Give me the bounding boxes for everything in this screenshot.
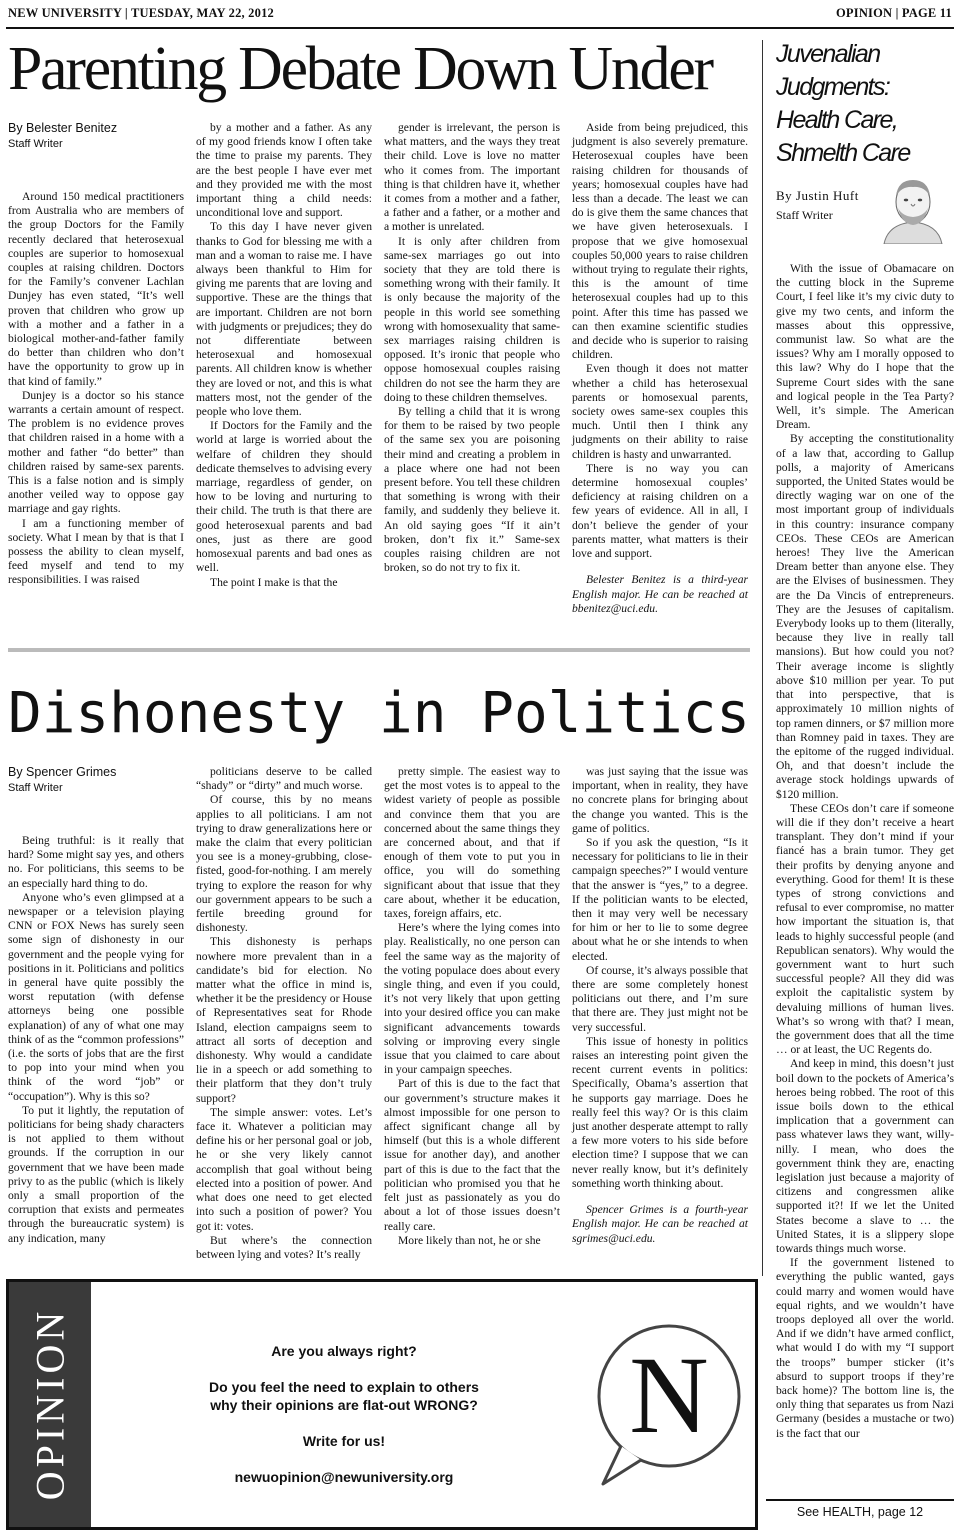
paragraph: The point I make is that the bbox=[210, 575, 338, 589]
paragraph: With the issue of Obamacare on the cutting block in the Supreme Court, I feel like it’s my civic duty to give my two cents, and inform the masses about this oppressive, communist law. So what are the issues? Why am I morally opposed to this law? Why do I hope that the Supreme Court sides with the sane and logical people in the Tea Party? Well, it’s simple. The American Dream. bbox=[776, 262, 954, 432]
paragraph: Of course, it’s always possible that there are some completely honest politicians out there, and I’m sure that there are. They just might not be very successful. bbox=[572, 963, 748, 1034]
article2-column-3 bbox=[384, 765, 560, 1248]
article2-author: By Spencer Grimes bbox=[8, 765, 117, 779]
ad-side-panel bbox=[9, 1282, 91, 1527]
sidebar-column bbox=[776, 262, 954, 1441]
article1-column-2 bbox=[196, 121, 372, 590]
paragraph: It is only after children from same-sex marriages go out into society that they are told there is something wrong with their family. It is only because the majority of the people in this world see something wrong with homosexuality that same-sex marriages raising children is opposed. It’s ironic that people who oppose homosexual couples raising children do not see the harm they are doing to these children themselves. bbox=[384, 234, 560, 404]
section-divider bbox=[8, 648, 750, 652]
article2-column-2 bbox=[196, 765, 372, 1262]
paragraph: gender is irrelevant, the person is what matters, and the ways they treat their child. Love is love no matter who it comes from. The important thing is that children have it, whether it comes from a mother and a father, a father and a father, or a mother and a mother is unrelated. bbox=[384, 121, 560, 234]
paragraph: There is no way you can determine homosexual couples’ deficiency at raising children on a few years of evidence. All in all, I don’t believe the gender of your parents matter, what matters is their love and support. bbox=[572, 461, 748, 561]
ad-line-3: Write for us! bbox=[302, 1433, 386, 1449]
article1-author: By Belester Benitez bbox=[8, 121, 118, 135]
write-for-us-ad bbox=[6, 1279, 758, 1530]
article1-signoff: Belester Benitez is a third-year English major. He can be reached at bbenitez@uci.edu. bbox=[572, 573, 748, 615]
paragraph: This issue of honesty in politics raises an interesting point given the recent current events in politics: Specifically, Obama’s assertion that he supports gay marriage. Does he really feel this way? Or is this claim just another desperate attempt to rally a few more voters to his side before election time? I suppose that we can never really know, but it’s definitely something worth thinking about. bbox=[572, 1034, 748, 1190]
paragraph: Part of this is due to the fact that our government’s structure makes it almost impossible for one person to affect significant change all by himself (but this is a whole different issue for another day), and another part of this is due to the fact that the politician who promised you that he felt just as passionately as you do about a lot of those issues doesn’t really care. bbox=[384, 1077, 560, 1233]
paragraph: pretty simple. The easiest way to get the most votes is to appeal to the widest variety of people as possible and convince them that you are concerned about the same things they are concerned about, and that if enough of them vote to put you in office, you will do something significant about that issue that they care about, whether it be education, taxes, foreign affairs, etc. bbox=[384, 765, 560, 921]
paragraph: To this day I have never given thanks to God for blessing me with a man and a woman to raise me. I have always been thankful to Him for giving me parents that are loving and supportive. These are the things that are important. Children are not born with judgments or prejudices; they do not differentiate between heterosexual and homosexual parents. All children know is whether they are loved or not, and this is what matters most, not the gender of the people who love them. bbox=[196, 220, 372, 419]
paragraph: Aside from being prejudiced, this judgment is also severely premature. Heterosexual couples have been raising children for thousands of years; homosexual couples have had less than a decade. The least we can do is give them the same chances that we have given heterosexuals. I propose that we give homosexual couples 50,000 years to raise children without trying to regulate their rights, this is the amount of time heterosexual couples had up to this point. After this time has passed we can then examine scientific studies and decide who is superior to raising children. bbox=[572, 121, 748, 362]
paragraph: Around 150 medical practitioners from Australia who are members of the group Doctors for the Family recently declared that heterosexual couples are superior to homosexual couples at raising children. Doctors for the Family’s convener Lachlan Dunjey has even stated, “It’s well proven that children who grow up with a mother and a father in a biological mother-and-father family do better than children who don’t have the opportunity to grow up in that kind of family.” bbox=[8, 190, 184, 388]
article1-author-role: Staff Writer bbox=[8, 138, 63, 150]
article2-signoff: Spencer Grimes is a fourth-year English major. He can be reached at sgrimes@uci.edu. bbox=[572, 1203, 748, 1245]
ad-message bbox=[199, 1342, 489, 1504]
ad-side-label: OPINION bbox=[27, 1307, 73, 1501]
sidebar-author: By Justin Huft bbox=[776, 188, 859, 203]
masthead-rule bbox=[6, 27, 954, 29]
article1-column-4 bbox=[572, 121, 748, 616]
ad-line-1: Are you always right? bbox=[271, 1343, 417, 1359]
paragraph: Of course, this by no means applies to all politicians. I am not trying to draw generalizations here or make the claim that every politician you see is a money-grubbing, close-fisted, good-for-nothing. I am merely trying to explore the reason for why our government appears to be such a fertile breeding ground for dishonesty. bbox=[196, 793, 372, 935]
article1-column-1 bbox=[8, 190, 184, 588]
article2-byline bbox=[8, 765, 188, 794]
paragraph: was just saying that the issue was important, when in reality, they have no concrete plans for bringing about the change you wanted. This is the game of politics. bbox=[572, 765, 748, 835]
paragraph: I am a functioning member of society. What I mean by that is that I possess the ability to clean myself, feed myself and tend to my responsibilities. I was raised bbox=[8, 516, 184, 587]
paragraph: So if you ask the question, “Is it necessary for politicians to lie in their campaign speeches?” I would venture that the answer is “yes,” to a degree. If the politician wants to be elected, then it may very well be necessary for him or her to lie to some degree about what he or she intends to when elected. bbox=[572, 836, 748, 963]
ad-line-2: Do you feel the need to explain to others why their opinions are flat-out WRONG? bbox=[209, 1379, 479, 1413]
paragraph: Being truthful: is it really that hard? Some might say yes, and others no. For politicians, this seems to be an especially hard thing to do. bbox=[8, 834, 184, 890]
article2-column-1 bbox=[8, 834, 184, 1246]
article2-headline-word-3: Politics bbox=[480, 681, 750, 746]
paragraph: The simple answer: votes. Let’s face it. Whatever a politician may define his or her personal goal or job, he or she very likely cannot accomplish that goal without being elected into a position of power. And what does one need to get elected into such a position of power? You got it: votes. bbox=[196, 1105, 372, 1233]
article2-author-role: Staff Writer bbox=[8, 782, 63, 794]
paragraph: politicians deserve to be called “shady” or “dirty” and much worse. bbox=[196, 765, 372, 793]
paragraph: Even though it does not matter whether a child has heterosexual parents or homosexual parents, society owes same-sex couples this much. Until then I think any judgments on their ability to raise children is hasty and unwarranted. bbox=[572, 362, 748, 461]
paragraph: If Doctors for the Family and the world at large is worried about the welfare of children they should dedicate themselves to advising every marriage, regardless of gender, on how to be loving and nurturing to their child. The truth is that there are good heterosexual parents and bad ones, just as there are good homosexual parents and bad ones as well. bbox=[196, 419, 372, 575]
logo-letter: N bbox=[629, 1334, 709, 1456]
article1-column-3 bbox=[384, 121, 560, 576]
paragraph: More likely than not, he or she bbox=[398, 1233, 541, 1247]
author-portrait bbox=[878, 170, 948, 244]
paragraph: And keep in mind, this doesn’t just boil down to the pockets of America’s heroes being robbed. The root of this issue boils down to the ethical implication that a government can pass whatever laws they want, willy-nilly. I mean, who does the government think they are, enacting legislation just because a majority of citizens and congressmen alike supported it?! If we let the United States become a slave to … the United States, it is a slippery slope towards things much worse. bbox=[776, 1057, 954, 1256]
paragraph: This dishonesty is perhaps nowhere more prevalent than in a candidate’s bid for election. No matter what the office in mind is, whether it be the presidency or House of Representatives seat for Rhode Island, election campaigns seem to attract all sorts of deception and dishonesty. Why would a candidate lie in a speech or add something to their platform that they don’t truly support? bbox=[196, 935, 372, 1105]
sidebar-author-role: Staff Writer bbox=[776, 208, 833, 222]
sidebar-divider bbox=[762, 40, 763, 1276]
ad-email[interactable]: newuopinion@newuniversity.org bbox=[234, 1469, 454, 1485]
sidebar-headline: Juvenalian Judgments: Health Care, Shmelth Care bbox=[776, 40, 910, 167]
paragraph: Anyone who’s even glimpsed at a newspaper or a television playing CNN or FOX News has surely seen some sign of dishonesty in our government and the people vying for positions in it. Politicians and politics in general have quite possibly the worst reputation (with defense attorneys being one possible explanation) of any of what one may think of as the “common professions” (i.e. the sorts of jobs that are the first to pop into your mind when you think of the word “job” or “occupation”). Why is this so? bbox=[8, 890, 184, 1103]
article1-byline bbox=[8, 121, 188, 150]
article2-headline bbox=[8, 682, 750, 746]
masthead bbox=[8, 6, 952, 24]
paragraph: by a mother and a father. As any of my good friends know I often take the time to praise my parents. They are the best people I have ever met and they provided me with the most important thing a child needs: unconditional love and support. bbox=[196, 121, 372, 220]
article2-column-4 bbox=[572, 765, 748, 1246]
paragraph: By accepting the constitutionality of a law that, according to Gallup polls, a majority of Americans supported, the United States would be directly waging war on one of the most important group of individuals in this country: insurance company CEOs. These CEOs are American heroes! They live the American Dream better than anyone else. They are the Elvises of businessmen. They are the Da Vincis of entrepreneurs. They are the Jesuses of capitalism. Everybody looks up to them (literally, because they live in really tall mansions). But how could you not? Their average income is slightly above $10 million per year. To put that into perspective, that is approximately 10 million nights of top ramen dinners, or $7 million more than Romney paid in taxes. They are the epitome of the rugged individual. Oh, and that doesn’t include the average stock holdings upwards of $120 million. bbox=[776, 432, 954, 801]
paragraph: By telling a child that it is wrong for them to be raised by two people of the same sex you are poisoning their mind and creating a problem in a place where one had not been present before. You tell these children that something is wrong with their family, and suddenly they believe it. An old saying goes “If it ain’t broken, don’t fix it.” Same-sex couples raising children are not broken, so do not try to fix it. bbox=[384, 405, 560, 575]
article1-headline: Parenting Debate Down Under bbox=[8, 35, 712, 103]
paragraph: Dunjey is a doctor so his stance warrants a certain amount of respect. The problem is no evidence proves that children raised in a home with a mother and father “do better” than children raised by same-sex parents. This is a false notion and is simply another veiled way to oppose gay marriage and gay rights. bbox=[8, 388, 184, 516]
continued-link[interactable]: See HEALTH, page 12 bbox=[766, 1499, 954, 1531]
paragraph: If the government listened to everything the public wanted, gays could marry and women would have equal rights, and we wouldn’t have troops deployed all over the world. And if we didn’t have armed conflict, what would I do with my “I support the troops” bumper sticker (it’s absurd to support troops if they’re back home)? The bottom line is, the only thing that separates us from Nazi Germany (besides a mustache or two) is the fact that our bbox=[776, 1256, 954, 1440]
masthead-date: NEW UNIVERSITY | TUESDAY, MAY 22, 2012 bbox=[8, 6, 274, 20]
paragraph: Here’s where the lying comes into play. Realistically, no one person can feel the same way as the majority of the voting populace does about every single thing, and even if you could, it’s not very likely that upon getting into your desired office you can make significant advancements towards solving or improving every single issue that you claimed to care about in your campaign speeches. bbox=[384, 921, 560, 1077]
newuniversity-logo-icon bbox=[587, 1304, 747, 1504]
masthead-section-page: OPINION | PAGE 11 bbox=[836, 6, 952, 20]
article2-headline-word-1: Dishonesty bbox=[8, 681, 346, 746]
article2-headline-word-2: in bbox=[379, 681, 447, 746]
paragraph: These CEOs don’t care if someone will die if they don’t receive a heart transplant. They don’t mind if your fiancé has a brain tumor. They get their profits by denying anyone and everything. Good for them! It is these types of strong convictions and refusal to ever compromise, no matter how important the situation is, that leads to highly successful people (and Republican senators). Why would the government want to hurt such successful people? All they did was exploit the capitalistic system by devaluing millions of human lives. What’s so wrong with that? I mean, the government does that all the time … or at least, the UC Regents do. bbox=[776, 801, 954, 1057]
paragraph: To put it lightly, the reputation of politicians for being shady characters is not applied to them without grounds. If the corruption in our government that we have been made privy to as the public (which is likely only a small proportion of the corruption that exists and permeates through the bureaucratic system) is any indication, many bbox=[8, 1103, 184, 1245]
paragraph: But where’s the connection between lying and votes? It’s really bbox=[196, 1233, 372, 1261]
sidebar-byline bbox=[776, 188, 859, 223]
